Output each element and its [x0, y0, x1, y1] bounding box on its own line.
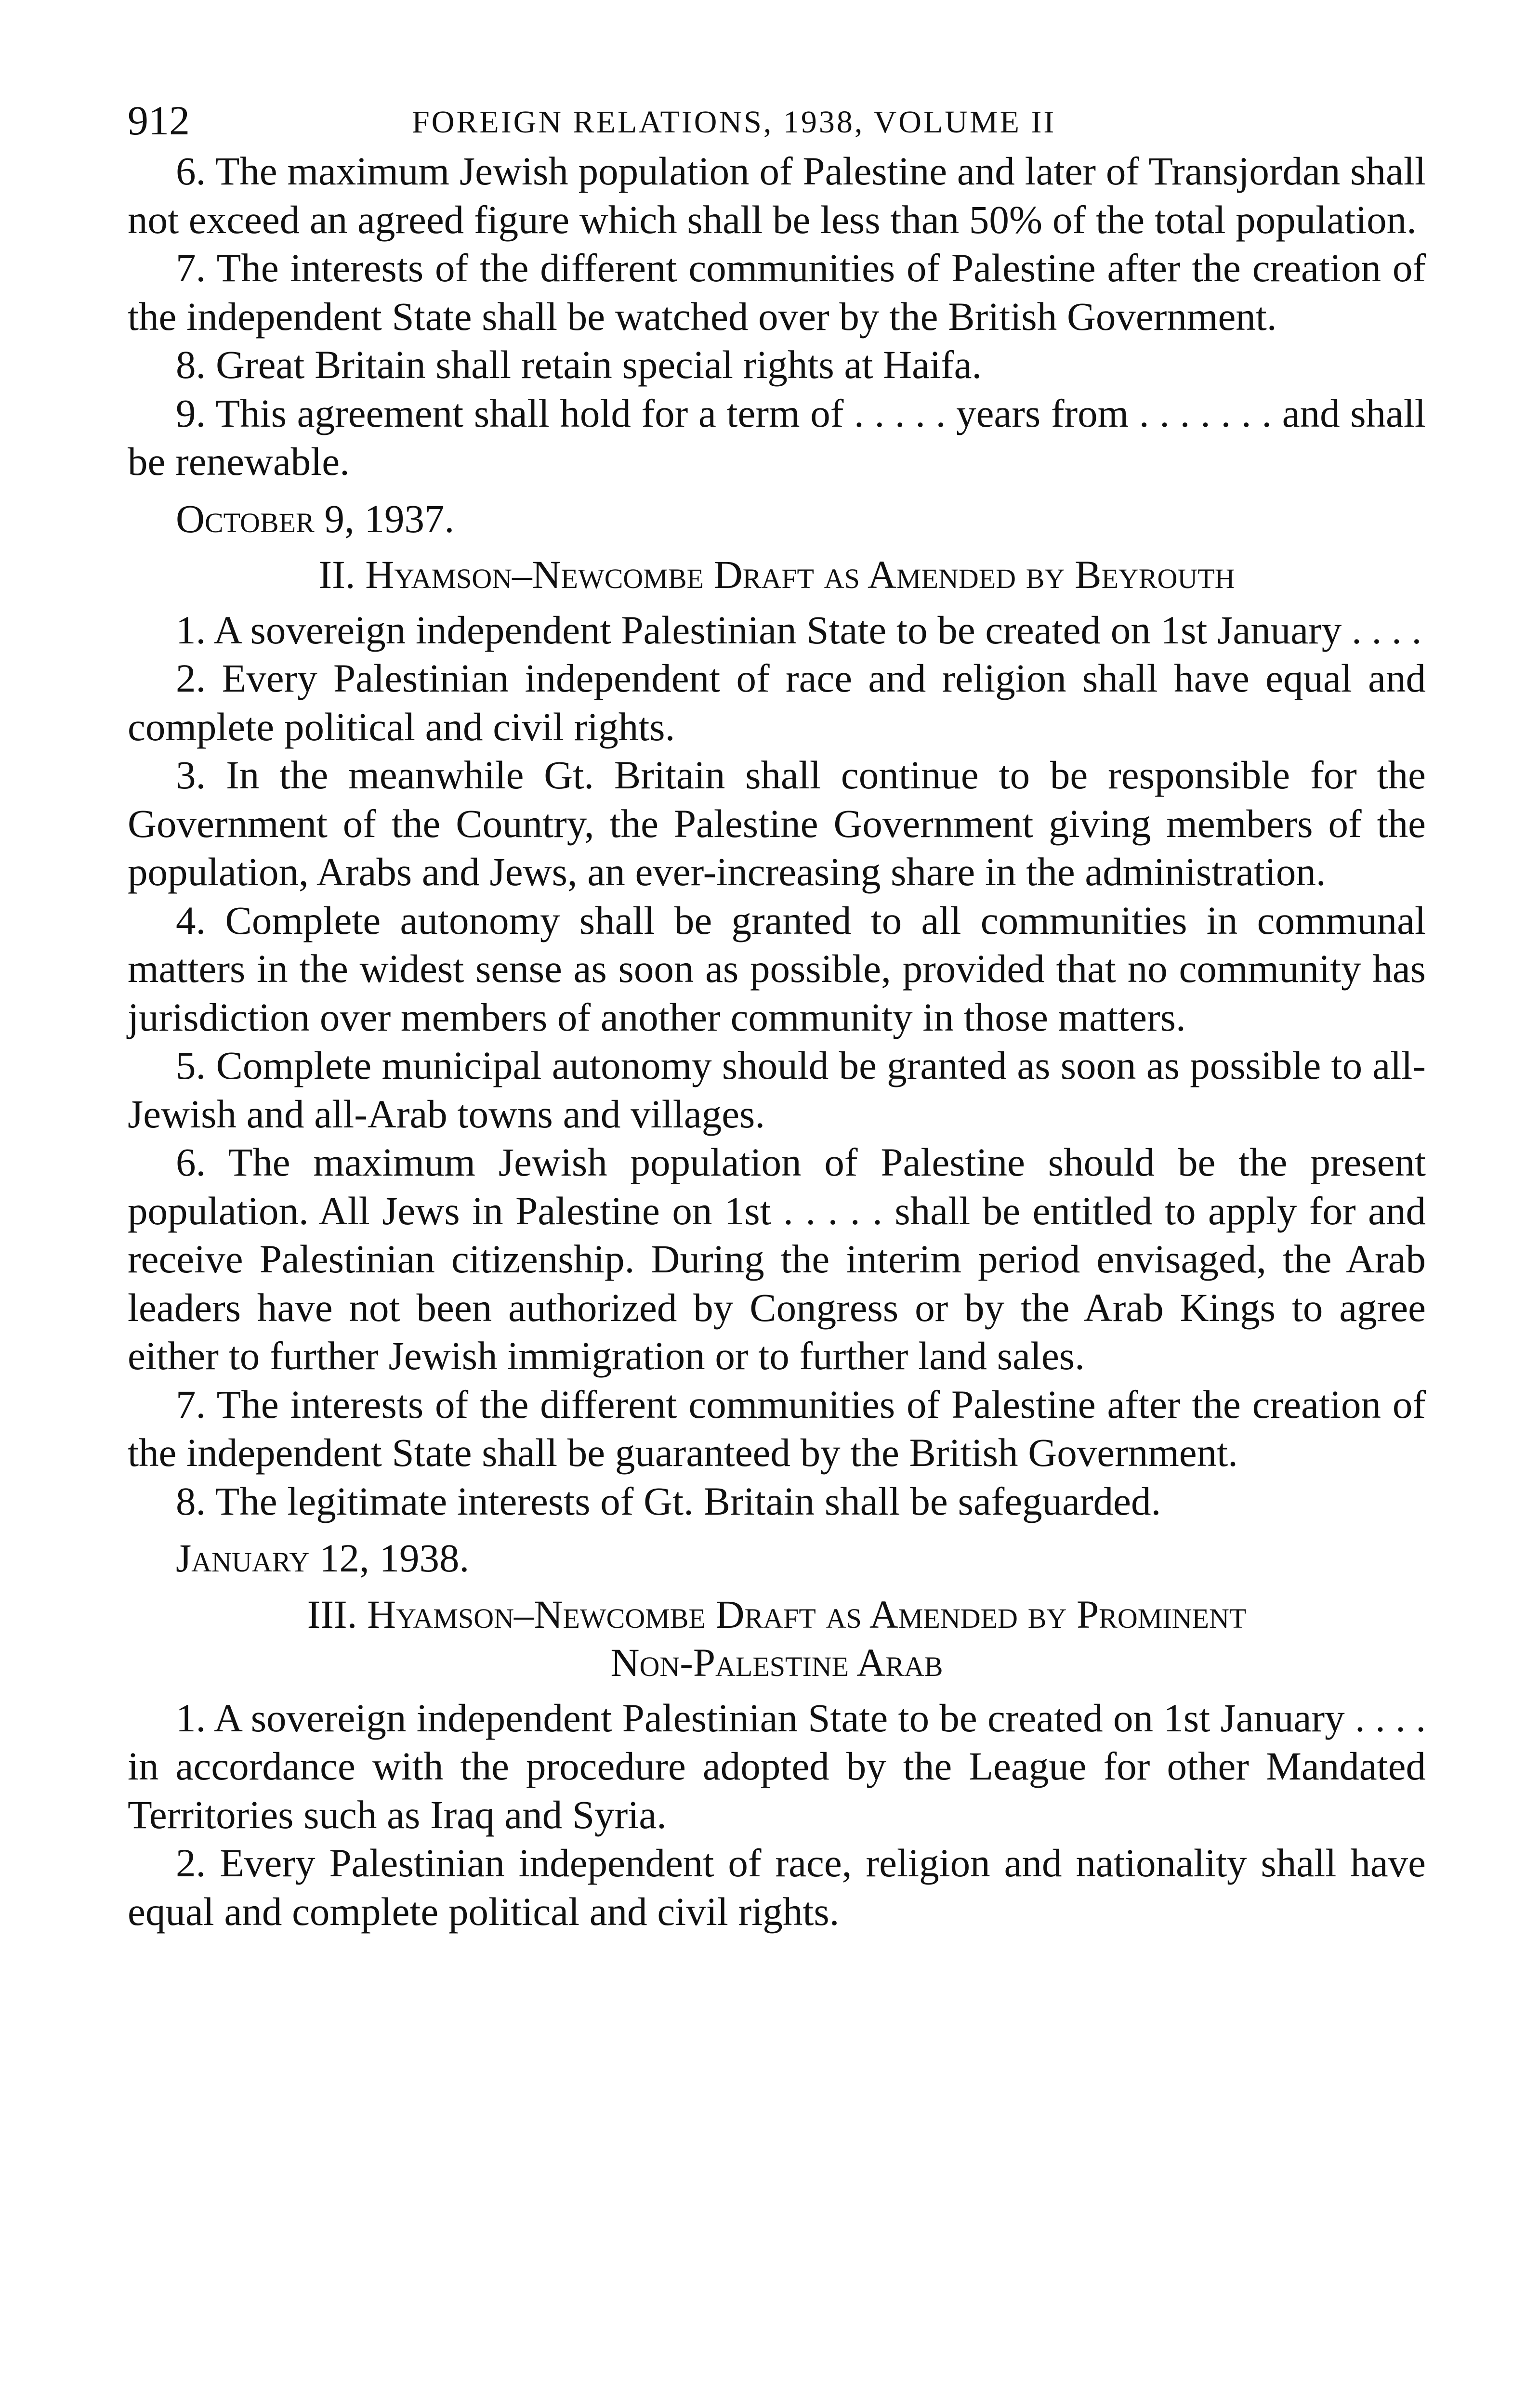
- paragraph-item-1: 1. A sovereign independent Palestinian State to be created on 1st January . . . .: [176, 607, 1422, 652]
- paragraph-item-3: 3. In the meanwhile Gt. Britain shall continue to be responsible for the Government of the Country, the Palestine Government giving members of the population, Arabs and Jews, an ever-increasing share in the administration.: [128, 753, 1426, 894]
- page-number: 912: [128, 97, 190, 144]
- paragraph-item-7: 7. The interests of the different communities of Palestine after the creation of the independent State shall be guaranteed by the British Government.: [128, 1382, 1426, 1475]
- paragraph-item-5: 5. Complete municipal autonomy should be granted as soon as possible to all-Jewish and all-Arab towns and villages.: [128, 1043, 1426, 1136]
- paragraph-item-7: 7. The interests of the different communities of Palestine after the creation of the independent State shall be watched over by the British Government.: [128, 246, 1426, 339]
- paragraph-item-2: 2. Every Palestinian independent of race, religion and nationality shall have equal and complete political and civil rights.: [128, 1841, 1426, 1934]
- paragraph-item-1: 1. A sovereign independent Palestinian State to be created on 1st January . . . . in accordance with the procedure adopted by the League for other Mandated Territories such as Iraq and Syria.: [128, 1695, 1426, 1837]
- paragraph-item-8: 8. Great Britain shall retain special rights at Haifa.: [176, 342, 982, 387]
- running-head: FOREIGN RELATIONS, 1938, VOLUME II: [412, 105, 1056, 140]
- document-page: [128, 96, 1426, 1936]
- dateline: January 12, 1938.: [176, 1536, 470, 1580]
- section-title: Non-Palestine Arab: [610, 1640, 943, 1685]
- paragraph-item-6: 6. The maximum Jewish population of Palestine and later of Transjordan shall not exceed an agreed figure which shall be less than 50% of the total population.: [128, 149, 1426, 242]
- paragraph-item-6: 6. The maximum Jewish population of Palestine should be the present population. All Jews in Palestine on 1st . . . . . shall be entitled to apply for and receive Palestinian citizenship. During the interim period envisaged, the Arab leaders have not been authorized by Congress or by the Arab Kings to agree either to further Jewish immigration or to further land sales.: [128, 1140, 1426, 1378]
- paragraph-item-4: 4. Complete autonomy shall be granted to all communities in communal matters in the widest sense as soon as possible, provided that no community has jurisdiction over members of another community in those matters.: [128, 898, 1426, 1039]
- paragraph-item-2: 2. Every Palestinian independent of race and religion shall have equal and complete political and civil rights.: [128, 656, 1426, 749]
- section-title: II. Hyamson–Newcombe Draft as Amended by Beyrouth: [318, 552, 1235, 597]
- paragraph-item-9: 9. This agreement shall hold for a term of . . . . . years from . . . . . . . and shall be renewable.: [128, 391, 1426, 484]
- page-header: [128, 96, 1426, 147]
- paragraph-item-8: 8. The legitimate interests of Gt. Britain shall be safeguarded.: [176, 1479, 1161, 1523]
- dateline: October 9, 1937.: [176, 496, 455, 541]
- section-title: III. Hyamson–Newcombe Draft as Amended by Prominent: [307, 1592, 1247, 1636]
